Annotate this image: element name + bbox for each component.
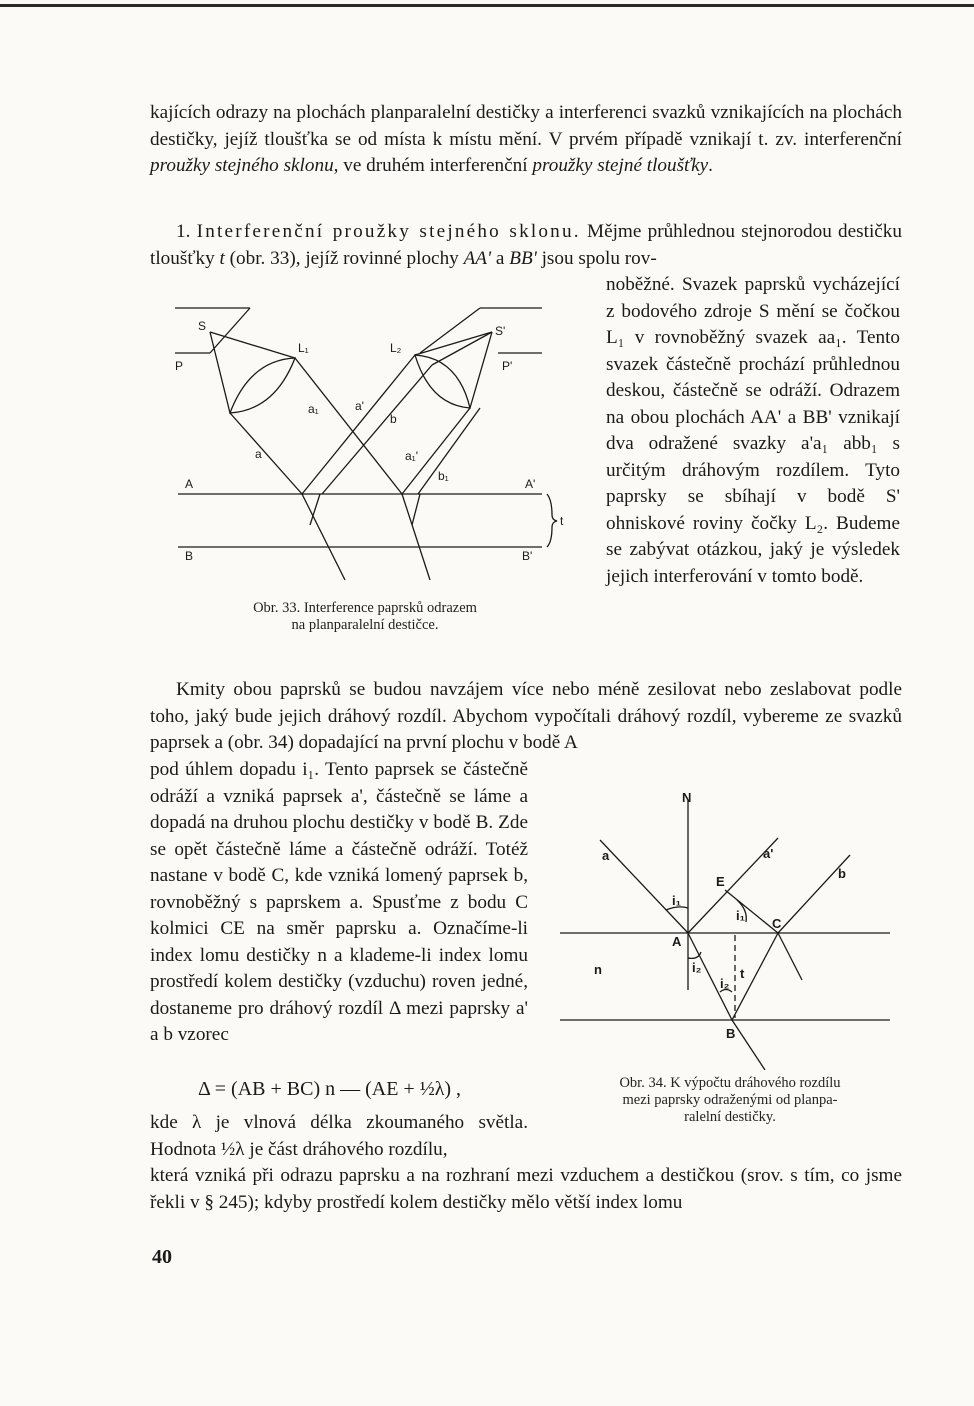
figure-34-caption: [560, 1075, 900, 1126]
fig34-caption-line2: mezi paprsky odraženými od planpa-: [622, 1092, 838, 1108]
fig33-label-B: B: [185, 549, 194, 563]
paragraph-3-full: [150, 1163, 902, 1216]
fig33-label-A: A: [185, 477, 194, 491]
section1-right-column: [606, 272, 900, 590]
intro-var-aa: AA': [463, 247, 492, 269]
section-number: 1.: [176, 221, 191, 242]
intro-text-c: a: [491, 247, 510, 269]
fig34-label-t: t: [740, 966, 745, 981]
fig33-label-S: S: [198, 319, 207, 333]
fig34-label-i2-mid: i₂: [720, 976, 730, 991]
fig34-caption-line3: ralelní destičky.: [684, 1109, 776, 1125]
fig33-label-P-prime: P': [502, 359, 513, 373]
figure-34-diagram: [560, 780, 900, 1070]
fig34-label-A: A: [672, 934, 682, 949]
right-column-text: noběžné. Svazek paprsků vycházející z bodového zdroje S mění se čočkou L₁ v rovnoběžný svazek aa₁. Tento svazek částečně prochází průhlednou deskou, částečně se odráží. Odrazem na obou plochách AA' a BB' vznikají dva odražené svazky a'a₁ abb₁ s určitým dráhovým rozdílem. Tyto paprsky se sbíhají v bodě S' ohniskové roviny čočky L₂. Budeme se zabývat otázkou, jaký je výsledek jejich interferování v tomto bodě.: [606, 274, 900, 587]
top-paragraph-italic-2: proužky stejné tloušťky: [532, 155, 709, 176]
fig34-caption-line1: Obr. 34. K výpočtu dráhového rozdílu: [619, 1075, 841, 1091]
page-top-rule: [0, 4, 974, 7]
intro-var-bb: BB': [509, 247, 537, 269]
fig34-label-i2-left: i₂: [692, 960, 702, 975]
paragraph-3-full-text: která vzniká při odrazu paprsku a na rozhraní mezi vzduchem a destičkou (srov. s tím, co jsme řekli v § 245); kdyby prostředí kolem destičky mělo větší index lomu: [150, 1165, 902, 1213]
fig33-label-a1: a₁: [308, 402, 319, 416]
fig33-caption-line2: na planparalelní destičce.: [291, 617, 439, 633]
top-paragraph-text-3: .: [708, 155, 713, 176]
figure-33-diagram: [150, 290, 600, 595]
fig33-label-a: a: [255, 447, 262, 461]
intro-text-a: Mějme průhlednou stejnorodou destičku tloušťky: [150, 221, 902, 269]
fig33-label-t: t: [560, 514, 564, 528]
fig33-caption-line1: Obr. 33. Interference paprsků odrazem: [253, 600, 477, 616]
fig34-label-n: n: [594, 962, 602, 977]
fig34-label-a: a: [602, 848, 610, 863]
section1-intro: [150, 219, 902, 272]
top-paragraph-text-2: , ve druhém interferenční: [333, 155, 533, 176]
top-paragraph: [150, 100, 902, 180]
top-paragraph-italic-1: proužky stejného sklonu: [150, 155, 334, 176]
top-paragraph-text-1: kajících odrazy na plochách planparalelní destičky a interferenci svazků vznikajících na plochách destičky, jejíž tloušťka se od místa k místu mění. V prvém případě vznikají t. zv. interferenční: [150, 102, 902, 150]
fig33-label-a1-prime: a₁': [405, 449, 419, 463]
paragraph-2-left-text: pod úhlem dopadu i₁. Tento paprsek se částečně odráží a vzniká paprsek a', částečně se láme a dopadá na druhou plochu destičky v bodě B. Zde se opět částečně láme a částečně odráží. Totéž nastane v bodě C, kde vzniká lomený paprsek b, rovnoběžný s paprskem a. Spusťme z bodu C kolmici CE na směr paprsku a. Označíme-li index lomu destičky n a klademe-li index lomu prostředí kolem destičky (vzduchu) roven jedné, dostaneme pro dráhový rozdíl Δ mezi paprsky a' a b vzorec: [150, 759, 528, 1045]
fig33-label-a-prime: a': [355, 399, 364, 413]
fig34-label-b: b: [838, 866, 846, 881]
fig33-label-P: P: [175, 359, 184, 373]
figure-33-caption: [175, 600, 555, 634]
fig33-label-L2: L₂: [390, 341, 402, 355]
fig34-label-E: E: [716, 874, 725, 889]
fig33-label-b: b: [390, 412, 397, 426]
paragraph-3-left-text: kde λ je vlnová délka zkoumaného světla. Hodnota ½λ je část dráhového rozdílu,: [150, 1112, 528, 1160]
paragraph-2-left-column: [150, 757, 528, 1049]
page-number: 40: [152, 1246, 172, 1268]
section-heading: Interferenční proužky stejného sklonu.: [196, 221, 581, 242]
fig33-label-S-prime: S': [495, 324, 506, 338]
fig33-label-b1: b₁: [438, 469, 449, 483]
paragraph-2-full-text: Kmity obou paprsků se budou navzájem více nebo méně zesilovat nebo zeslabovat podle toho, jaký bude jejich dráhový rozdíl. Abychom vypočítali dráhový rozdíl, vybereme ze svazků paprsek a (obr. 34) dopadající na první plochu v bodě A: [150, 679, 902, 753]
fig33-label-L1: L₁: [298, 341, 309, 355]
fig33-label-B-prime: B': [522, 549, 533, 563]
fig34-label-i1-left: i₁: [672, 893, 681, 908]
paragraph-2-full: [150, 677, 902, 757]
fig34-label-a-prime: a': [763, 846, 774, 861]
fig34-label-i1-right: i₁: [736, 908, 745, 923]
intro-text-b: (obr. 33), jejíž rovinné plochy: [224, 247, 464, 269]
fig34-label-C: C: [772, 916, 782, 931]
fig34-label-N: N: [682, 790, 692, 805]
fig34-label-B: B: [726, 1026, 736, 1041]
intro-var-t: t: [219, 247, 225, 269]
fig33-label-A-prime: A': [525, 477, 536, 491]
formula: Δ = (AB + BC) n — (AE + ½λ) ,: [198, 1078, 462, 1100]
intro-text-d: jsou spolu rov-: [536, 247, 657, 269]
paragraph-3-left-column: [150, 1110, 528, 1163]
